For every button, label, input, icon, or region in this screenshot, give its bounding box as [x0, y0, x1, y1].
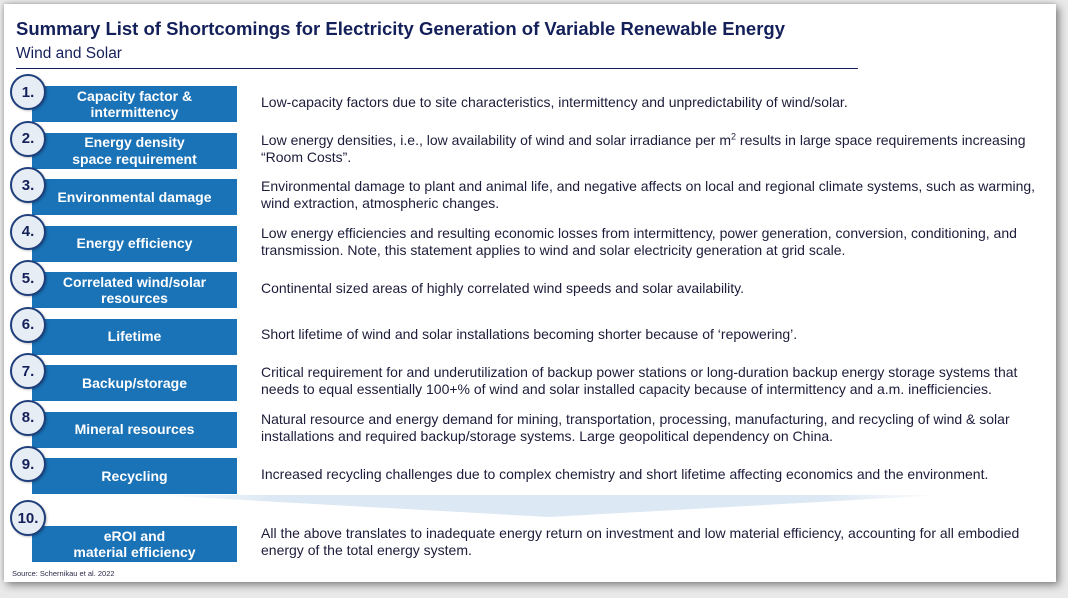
item-label: Backup/storage [81, 374, 188, 391]
list-item [4, 268, 1056, 308]
list-item [4, 222, 1056, 262]
item-description-text: Low energy efficiencies and resulting economic losses from intermittency, power generation, conversion, conditioning, and transmission. Note, this statement applies to wind and solar electricity generation at grid scale. [261, 224, 1017, 258]
list-item [4, 82, 1056, 122]
superscript: 2 [731, 130, 737, 141]
item-description-text: Natural resource and energy demand for mining, transportation, processing, manufacturing, and recycling of wind & solar installations and required backup/storage systems. Large geopolitical dependency on China. [261, 410, 1010, 444]
list-item [4, 315, 1056, 355]
source-note: Source: Schernikau et al. 2022 [12, 569, 115, 578]
item-label-box [32, 365, 237, 401]
item-label: Environmental damage [57, 188, 212, 205]
item-label-box [32, 133, 237, 169]
page-subtitle: Wind and Solar [16, 45, 122, 62]
item-description [261, 222, 1051, 262]
item-description-text: Continental sized areas of highly correlated wind speeds and solar availability. [261, 279, 745, 296]
item-label-box [32, 458, 237, 494]
item-number-badge: 10. [10, 500, 46, 536]
item-description-part: Low energy densities, i.e., low availability of wind and solar irradiance per m [261, 131, 732, 148]
item-description [261, 268, 1051, 308]
item-number-badge: 2. [10, 121, 46, 157]
item-description [261, 454, 1051, 494]
list-item [4, 361, 1056, 401]
item-label: Lifetime [107, 328, 162, 345]
item-description [261, 361, 1051, 401]
item-number-badge: 6. [10, 307, 46, 343]
item-description-text: Low-capacity factors due to site characteristics, intermittency and unpredictability of wind/solar. [261, 93, 848, 110]
item-description-text: Environmental damage to plant and animal life, and negative affects on local and regional climate systems, such as warming, wind extraction, atmospheric changes. [261, 178, 1036, 211]
item-label: Energy density space requirement [72, 134, 197, 167]
item-label-box [32, 272, 237, 308]
item-description [261, 315, 1051, 355]
list-item [4, 454, 1056, 494]
item-label-box [32, 179, 237, 215]
item-number-badge: 4. [10, 214, 46, 250]
item-number-badge: 1. [10, 74, 46, 110]
list-item [4, 175, 1056, 215]
item-description-text: Increased recycling challenges due to complex chemistry and short lifetime affecting economics and the environment. [261, 465, 989, 482]
item-description-text: All the above translates to inadequate energy return on investment and low material efficiency, accounting for all embodied energy of the total energy system. [261, 525, 1020, 558]
item-label: Recycling [101, 467, 168, 484]
item-description-text [261, 132, 1051, 166]
item-description [261, 522, 1051, 562]
item-number-badge: 9. [10, 446, 46, 482]
item-number-badge: 7. [10, 353, 46, 389]
item-description [261, 82, 1051, 122]
title-divider [16, 68, 858, 69]
item-description [261, 175, 1051, 215]
item-number-badge: 3. [10, 167, 46, 203]
item-label: Capacity factor & intermittency [76, 87, 193, 120]
item-description-text: Short lifetime of wind and solar installations becoming shorter because of ‘repowering’. [261, 326, 798, 342]
item-description [261, 129, 1051, 169]
item-number-badge: 8. [10, 400, 46, 436]
item-description-text: Critical requirement for and underutilization of backup power stations or long-duration backup energy storage systems that needs to equal essentially 100+% of wind and solar installed capacity because of intermittency and a.m. inefficiencies. [261, 364, 1018, 397]
item-label: eROI and material efficiency [73, 527, 196, 560]
item-description [261, 408, 1051, 448]
down-arrow-icon [154, 495, 944, 517]
item-label: Mineral resources [74, 421, 195, 438]
item-number-badge: 5. [10, 260, 46, 296]
item-label-box [32, 412, 237, 448]
item-label-box [32, 226, 237, 262]
page-title: Summary List of Shortcomings for Electricity Generation of Variable Renewable Energy [16, 18, 785, 39]
list-item [4, 509, 1056, 562]
item-label-box [32, 86, 237, 122]
list-item [4, 129, 1056, 169]
item-label-box [32, 526, 237, 562]
slide [4, 4, 1056, 582]
item-label: Correlated wind/solar resources [62, 273, 207, 306]
item-label-box [32, 319, 237, 355]
list-item [4, 408, 1056, 448]
item-description-part: results in large space requirements increasing “Room Costs”. [261, 131, 1026, 165]
item-label: Energy efficiency [76, 235, 193, 252]
